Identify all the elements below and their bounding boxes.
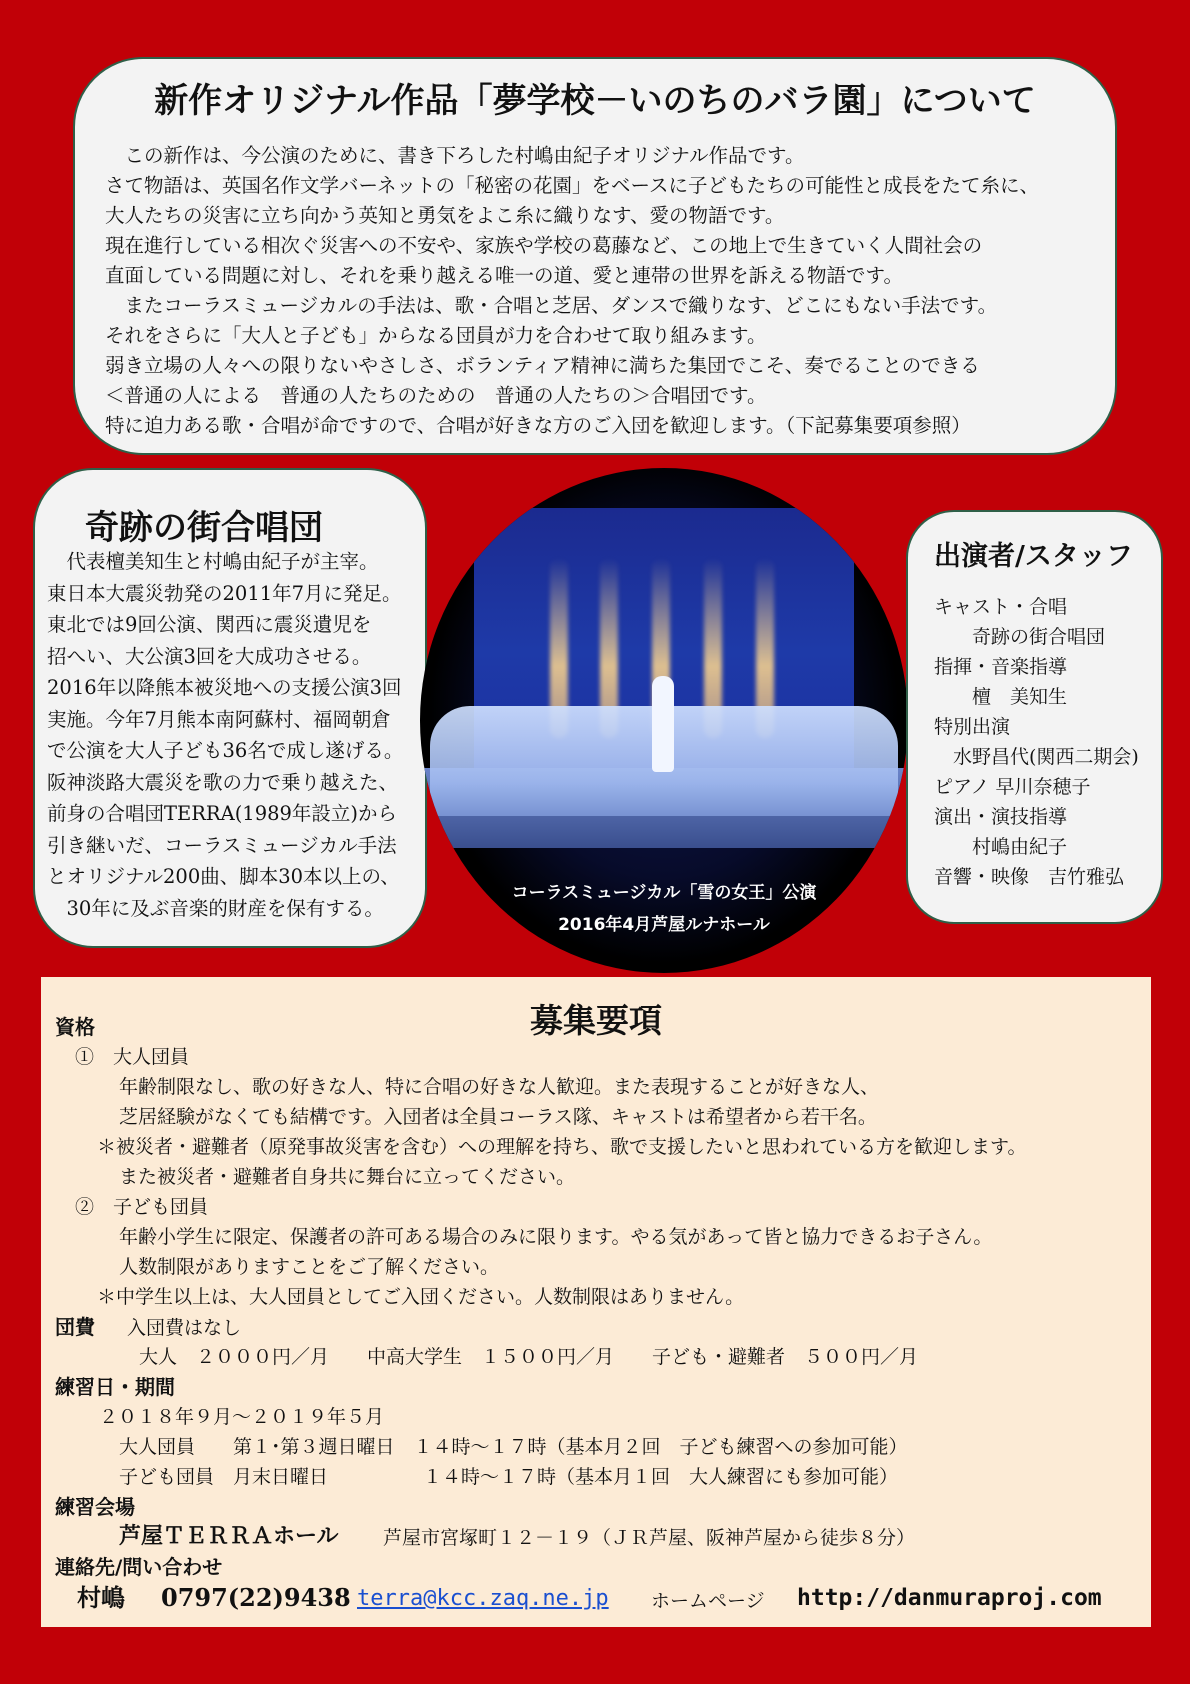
staff-line: 特別出演 — [934, 716, 1011, 738]
venue-address: 芦屋市宮塚町１２－１９（ＪＲ芦屋、阪神芦屋から徒歩８分） — [383, 1527, 916, 1549]
staff-section — [906, 510, 1163, 924]
about-line: 大人たちの災害に立ち向かう英知と勇気をよこ糸に織りなす、愛の物語です。 — [105, 204, 785, 227]
choir-line: 30年に及ぶ音楽的財産を保有する。 — [47, 896, 384, 920]
choir-line: 実施。今年7月熊本南阿蘇村、福岡朝倉 — [47, 707, 391, 731]
child-member-text: 年齢小学生に限定、保護者の許可ある場合のみに限ります。やる気があって皆と協力できるお子さん。 — [119, 1226, 993, 1248]
choir-line: で公演を大人子ども36名で成し遂げる。 — [47, 739, 404, 762]
fee-amounts: 大人 ２０００円／月 中高大学生 １５００円／月 子ども・避難者 ５００円／月 — [139, 1346, 919, 1368]
choir-section — [33, 468, 427, 948]
choir-body — [47, 546, 427, 924]
choir-line: とオリジナル200曲、脚本30本以上の、 — [47, 865, 400, 888]
about-line: 特に迫力ある歌・合唱が命ですので、合唱が好きな方のご入団を歓迎します。（下記募集要項参照） — [105, 414, 971, 437]
venue-name: 芦屋ＴＥＲＲＡホール — [119, 1523, 339, 1549]
staff-line: 檀 美知生 — [934, 686, 1068, 708]
adult-member-text: 芝居経験がなくても結構です。入団者は全員コーラス隊、キャストは希望者から若干名。 — [119, 1106, 877, 1128]
choir-line: 東日本大震災勃発の2011年7月に発足。 — [47, 581, 402, 605]
practice-label: 練習日・期間 — [55, 1375, 175, 1399]
choir-line: 招へい、大公演3回を大成功させる。 — [47, 644, 372, 668]
soloist-figure — [652, 676, 674, 772]
venue-label: 練習会場 — [55, 1495, 135, 1519]
staff-title: 出演者/スタッフ — [934, 541, 1133, 572]
choir-line: 東北では9回公演、関西に震災遺児を — [47, 613, 372, 636]
staff-line: 水野昌代(関西二期会) — [934, 746, 1139, 768]
contact-label: 連絡先/問い合わせ — [55, 1555, 223, 1579]
homepage-url[interactable]: http://danmuraproj.com — [797, 1585, 1102, 1611]
choir-line: 代表檀美知生と村嶋由紀子が主宰。 — [47, 550, 379, 573]
about-line: 現在進行している相次ぐ災害への不安や、家族や学校の葛藤など、この地上で生きていく人間社会の — [105, 234, 983, 257]
staff-line: 演出・演技指導 — [934, 806, 1068, 828]
contact-phone: 0797(22)9438 — [161, 1583, 351, 1612]
choir-line: 前身の合唱団TERRA(1989年設立)から — [47, 802, 398, 825]
about-body — [105, 141, 1105, 441]
child-member-heading: ② 子ども団員 — [75, 1196, 209, 1218]
performance-photo — [420, 468, 908, 973]
photo-caption-title: コーラスミュージカル「雪の女王」公演 — [511, 883, 817, 903]
homepage-label: ホームページ — [651, 1590, 765, 1612]
about-line: 直面している問題に対し、それを乗り越える唯一の道、愛と連帯の世界を訴える物語です。 — [105, 264, 903, 287]
staff-line: 指揮・音楽指導 — [934, 656, 1068, 678]
fee-label: 団費 — [55, 1315, 95, 1339]
about-section — [73, 57, 1117, 455]
about-line: さて物語は、英国名作文学バーネットの「秘密の花園」をベースに子どもたちの可能性と成長をたて糸に、 — [105, 174, 1040, 197]
choir-line: 阪神淡路大震災を歌の力で乗り越えた、 — [47, 770, 399, 794]
staff-line: 奇跡の街合唱団 — [934, 626, 1106, 648]
staff-line: ピアノ 早川奈穂子 — [934, 776, 1091, 798]
about-line: この新作は、今公演のために、書き下ろした村嶋由紀子オリジナル作品です。 — [105, 144, 805, 167]
choir-line: 引き継いだ、コーラスミュージカル手法 — [47, 833, 397, 857]
qualification-label: 資格 — [55, 1015, 95, 1039]
about-line: それをさらに「大人と子ども」からなる団員が力を合わせて取り組みます。 — [105, 324, 767, 347]
staff-line: 音響・映像 吉竹雅弘 — [934, 866, 1125, 888]
about-title: 新作オリジナル作品「夢学校－いのちのバラ園」について — [154, 81, 1036, 121]
adult-member-heading: ① 大人団員 — [75, 1046, 190, 1068]
choir-title: 奇跡の街合唱団 — [85, 508, 323, 548]
practice-period: ２０１８年９月～２０１９年５月 — [99, 1406, 385, 1428]
contact-name: 村嶋 — [77, 1583, 125, 1612]
adult-member-note: ＊被災者・避難者（原発事故災害を含む）への理解を持ち、歌で支援したいと思われている方を歓迎します。 — [97, 1136, 1027, 1158]
child-member-note: ＊中学生以上は、大人団員としてご入団ください。人数制限はありません。 — [97, 1286, 745, 1308]
photo-caption-venue: 2016年4月芦屋ルナホール — [558, 915, 770, 935]
about-line: ＜普通の人による 普通の人たちのための 普通の人たちの＞合唱団です。 — [105, 384, 767, 407]
recruitment-title: 募集要項 — [530, 1001, 662, 1040]
adult-member-text: 年齢制限なし、歌の好きな人、特に合唱の好きな人歓迎。また表現することが好きな人、 — [119, 1076, 880, 1098]
staff-line: 村嶋由紀子 — [934, 836, 1068, 858]
adult-schedule: 大人団員 第１･第３週日曜日 １４時～１７時（基本月２回 子ども練習への参加可能） — [119, 1436, 908, 1458]
child-member-text: 人数制限がありますことをご了解ください。 — [119, 1256, 500, 1278]
choir-line: 2016年以降熊本被災地への支援公演3回 — [47, 676, 402, 699]
contact-email-link[interactable]: terra@kcc.zaq.ne.jp — [357, 1586, 609, 1611]
staff-body — [934, 592, 1164, 892]
about-line: 弱き立場の人々への限りないやさしさ、ボランティア精神に満ちた集団でこそ、奏でることのできる — [105, 354, 980, 377]
about-line: またコーラスミュージカルの手法は、歌・合唱と芝居、ダンスで織りなす、どこにもない手法です。 — [105, 294, 998, 317]
staff-line: キャスト・合唱 — [934, 596, 1068, 618]
child-schedule: 子ども団員 月末日曜日 １４時～１７時（基本月１回 大人練習にも参加可能） — [119, 1466, 899, 1488]
adult-member-note: また被災者・避難者自身共に舞台に立ってください。 — [119, 1166, 576, 1188]
recruitment-section — [41, 977, 1151, 1627]
fee-note: 入団費はなし — [127, 1317, 242, 1339]
